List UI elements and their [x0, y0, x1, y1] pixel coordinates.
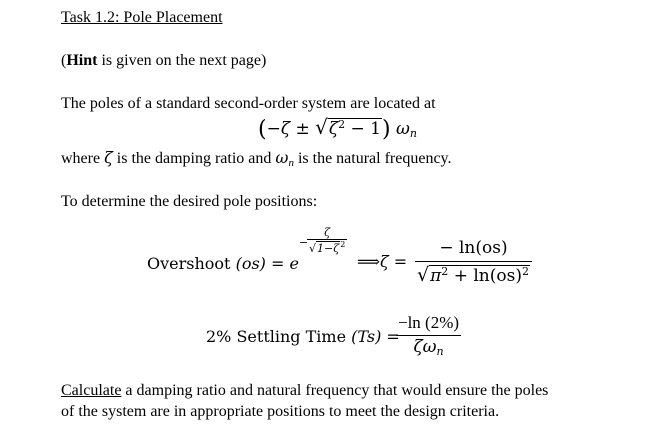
overshoot-den-sqrt: √ [417, 264, 430, 286]
pole-rparen: ) [381, 117, 391, 142]
pole-omega: ω [395, 119, 410, 139]
pole-radicand-zeta: ζ [328, 119, 339, 139]
exponent-den-sqrt: √ [309, 242, 317, 255]
pole-lparen: ( [258, 117, 267, 142]
pole-radicand-exp: 2 [338, 118, 346, 131]
calculate-underlined: Calculate [61, 382, 122, 399]
pole-sqrt-sign: √ [315, 115, 328, 139]
conclusion-line-2: of the system are in appropriate positions to meet the design criteria. [61, 403, 500, 420]
where-prefix: where [61, 150, 105, 167]
exponent-den-sup: 2 [340, 240, 346, 249]
settling-den-sub: n [436, 345, 444, 358]
overshoot-zeta-eq: ζ = [379, 252, 408, 271]
overshoot-den-sup: 2 [521, 265, 529, 278]
intro-text: The poles of a standard second-order system are located at [61, 95, 436, 112]
where-middle: is the damping ratio and [112, 150, 276, 167]
overshoot-den-pi: π [430, 266, 442, 286]
conclusion-rest: a damping ratio and natural frequency that would ensure the poles [121, 382, 549, 399]
overshoot-equals: = [265, 254, 290, 273]
hint-open-paren: ( [61, 52, 67, 69]
pole-omega-sub: n [409, 127, 417, 140]
overshoot-fraction [415, 238, 532, 286]
overshoot-den-pi-sup: 2 [441, 265, 449, 278]
settling-frac-den [396, 335, 461, 358]
where-omega: ω [275, 148, 289, 167]
overshoot-implies: ⟹ [357, 252, 380, 271]
pole-pm: ± [290, 119, 316, 139]
overshoot-den-radicand [429, 265, 530, 286]
task-title: Task 1.2: Pole Placement [61, 9, 223, 26]
exponent-num: ζ [324, 226, 331, 239]
settling-fraction [396, 313, 461, 358]
settling-equals: = [381, 327, 400, 346]
exponent-frac [307, 226, 347, 255]
overshoot-frac-den [415, 261, 532, 286]
pole-minus-one: − 1 [345, 119, 381, 139]
exponent-den-body: 1−ζ [317, 242, 340, 255]
exponent-den [307, 239, 347, 255]
settling-ts: (Ts) [351, 327, 382, 346]
settling-lhs [206, 327, 400, 346]
where-line [61, 148, 452, 173]
determine-text: To determine the desired pole positions: [61, 193, 318, 210]
where-omega-sub: n [288, 157, 294, 169]
overshoot-frac-num: − ln(os) [439, 238, 508, 258]
where-suffix: is the natural frequency. [293, 150, 452, 167]
overshoot-implies-block [357, 252, 407, 271]
where-zeta: ζ [104, 148, 113, 167]
overshoot-label: Overshoot [147, 254, 236, 273]
overshoot-e: e [289, 254, 299, 273]
exponent-neg: − [299, 236, 309, 249]
pole-formula [258, 115, 417, 142]
hint-line [61, 51, 266, 71]
pole-neg: − [266, 119, 281, 139]
pole-radicand [328, 118, 382, 139]
settling-frac-num: −ln (2%) [398, 313, 460, 332]
hint-rest: is given on the next page) [97, 52, 267, 69]
pole-zeta: ζ [280, 119, 291, 139]
settling-label: 2% Settling Time [206, 327, 352, 346]
overshoot-den-rest: + ln(os) [448, 266, 522, 286]
hint-bold: Hint [66, 52, 98, 69]
settling-den-zeta: ζω [413, 337, 437, 357]
conclusion-line-1 [61, 381, 548, 401]
overshoot-lhs [147, 254, 299, 273]
overshoot-os: (os) [235, 254, 266, 273]
